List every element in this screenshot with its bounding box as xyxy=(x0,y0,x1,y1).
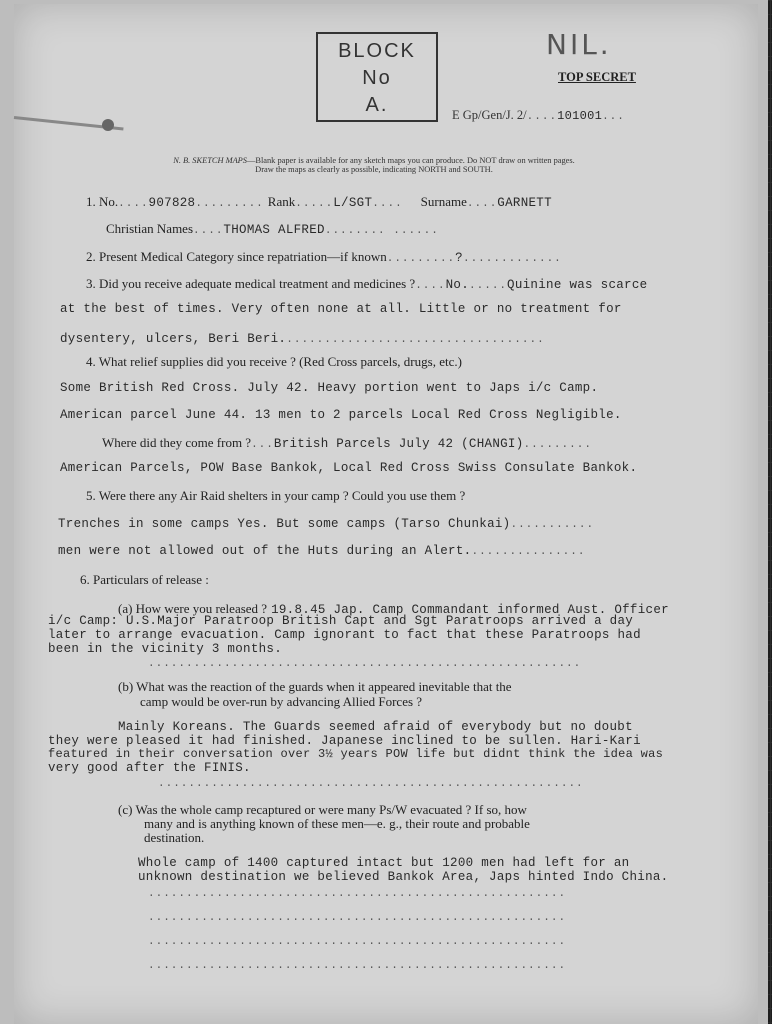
q6a-line-4: been in the vicinity 3 months. xyxy=(48,642,283,656)
q4-where-row: Where did they come from ?...British Parcels July 42 (CHANGI)......... xyxy=(102,435,592,451)
sketch-note-line-1: —Blank paper is available for any sketch maps you can produce. Do NOT draw on written pages. xyxy=(246,156,575,165)
q1-row: 1. No.....907828......... Rank.....L/SGT.... Surname....GARNETT xyxy=(86,194,552,210)
sketch-maps-note xyxy=(74,156,674,174)
q4-answer-2: American parcel June 44. 13 men to 2 parcels Local Red Cross Negligible. xyxy=(60,408,622,422)
q4-answer-1: Some British Red Cross. July 42. Heavy portion went to Japs i/c Camp. xyxy=(60,381,599,395)
q6b-label-1: (b) What was the reaction of the guards when it appeared inevitable that the xyxy=(118,679,512,694)
block-stamp xyxy=(316,32,438,122)
q2-row: 2. Present Medical Category since repatriation—if known.........?............. xyxy=(86,249,562,265)
stamp-line-2: No xyxy=(362,67,392,89)
q3-row: 3. Did you receive adequate medical treatment and medicines ?....No......Quinine was scarce xyxy=(86,276,648,292)
reference-prefix: E Gp/Gen/J. 2/ xyxy=(452,108,527,122)
q6b-line-1: Mainly Koreans. The Guards seemed afraid of everybody but no doubt xyxy=(118,720,633,734)
q6a-label: (a) How were you released ? xyxy=(118,601,268,616)
sketch-note-heading: N. B. SKETCH MAPS xyxy=(173,156,247,165)
q4-where-label: Where did they come from ? xyxy=(102,435,252,450)
q6a-line-2: i/c Camp: U.S.Major Paratroop British Capt and Sgt Paratroops arrived a day xyxy=(48,614,634,628)
q3-answer-1: No. xyxy=(445,278,470,292)
q6-label: 6. Particulars of release : xyxy=(80,572,209,587)
q1-no-label: 1. No. xyxy=(86,194,119,209)
q6c-label-2: many and is anything known of these men—e. g., their route and probable xyxy=(144,816,530,831)
handwritten-note: NIL. xyxy=(546,28,612,61)
q3-row-4: dysentery, ulcers, Beri Beri................................... xyxy=(60,332,545,346)
q5-answer-2: men were not allowed out of the Huts during an Alert. xyxy=(58,544,472,558)
stamp-line-1: BLOCK xyxy=(338,40,416,62)
q1-rank-value: L/SGT xyxy=(333,196,373,210)
q6c-line-2: unknown destination we believed Bankok Area, Japs hinted Indo China. xyxy=(138,870,669,884)
q6c-dotted-line-3: ....................................................... xyxy=(148,936,567,948)
q6c-label-3: destination. xyxy=(144,830,205,845)
q1-surname-label: Surname xyxy=(420,194,467,209)
document-page xyxy=(14,4,758,1024)
q1-christian-value: THOMAS ALFRED xyxy=(223,223,325,237)
reference-number: E Gp/Gen/J. 2/....101001... xyxy=(452,108,625,123)
q6a-dotted-line: ......................................................... xyxy=(148,658,582,670)
q1-christian-row: Christian Names....THOMAS ALFRED........ ...... xyxy=(106,221,439,237)
q5-row-1: Trenches in some camps Yes. But some camps (Tarso Chunkai)........... xyxy=(58,517,595,531)
q5-row-2: men were not allowed out of the Huts during an Alert................ xyxy=(58,544,586,558)
reference-value: 101001 xyxy=(557,109,603,123)
q6c-line-1: Whole camp of 1400 captured intact but 1200 men had left for an xyxy=(138,856,630,870)
q6b-line-4: very good after the FINIS. xyxy=(48,761,251,775)
q2-value: ? xyxy=(455,251,463,265)
q5-answer-1: Trenches in some camps Yes. But some camps (Tarso Chunkai) xyxy=(58,517,511,531)
q2-label: 2. Present Medical Category since repatriation—if known xyxy=(86,249,387,264)
q4-answer-3: American Parcels, POW Base Bankok, Local Red Cross Swiss Consulate Bankok. xyxy=(60,461,638,475)
binder-hole xyxy=(102,119,114,131)
q3-label: 3. Did you receive adequate medical treatment and medicines ? xyxy=(86,276,416,291)
q1-surname-value: GARNETT xyxy=(497,196,552,210)
q6a-line-1: 19.8.45 Jap. Camp Commandant informed Aust. Officer xyxy=(271,603,669,617)
q1-rank-label: Rank xyxy=(267,194,296,209)
sketch-note-line-2: Draw the maps as clearly as possible, indicating NORTH and SOUTH. xyxy=(255,165,493,174)
q6b-line-3: featured in their conversation over 3½ years POW life but didnt think the idea was xyxy=(48,747,664,761)
q3-answer-2: Quinine was scarce xyxy=(507,278,648,292)
q4-label: 4. What relief supplies did you receive ? (Red Cross parcels, drugs, etc.) xyxy=(86,354,462,369)
q3-answer-4: dysentery, ulcers, Beri Beri. xyxy=(60,332,287,346)
q6c-dotted-line-2: ....................................................... xyxy=(148,912,567,924)
q6c-dotted-line-4: ....................................................... xyxy=(148,960,567,972)
q6b-label-2: camp would be over-run by advancing Allied Forces ? xyxy=(140,694,423,709)
q6b-line-2: they were pleased it had finished. Japanese inclined to be sullen. Hari-Kari xyxy=(48,734,641,748)
q6a-line-3: later to arrange evacuation. Camp ignorant to fact that these Paratroops had xyxy=(48,628,641,642)
q3-answer-3: at the best of times. Very often none at all. Little or no treatment for xyxy=(60,302,622,316)
classification-label: TOP SECRET xyxy=(558,70,636,84)
q6b-dotted-line: ........................................................ xyxy=(158,778,584,790)
q6c-dotted-line-1: ....................................................... xyxy=(148,888,567,900)
q5-label: 5. Were there any Air Raid shelters in your camp ? Could you use them ? xyxy=(86,488,466,503)
q1-no-value: 907828 xyxy=(148,196,196,210)
stamp-line-3: A. xyxy=(365,94,389,116)
q4-where-value: British Parcels July 42 (CHANGI) xyxy=(273,437,524,451)
q6c-label-1: (c) Was the whole camp recaptured or were many Ps/W evacuated ? If so, how xyxy=(118,802,527,817)
q1-christian-label: Christian Names xyxy=(106,221,194,236)
